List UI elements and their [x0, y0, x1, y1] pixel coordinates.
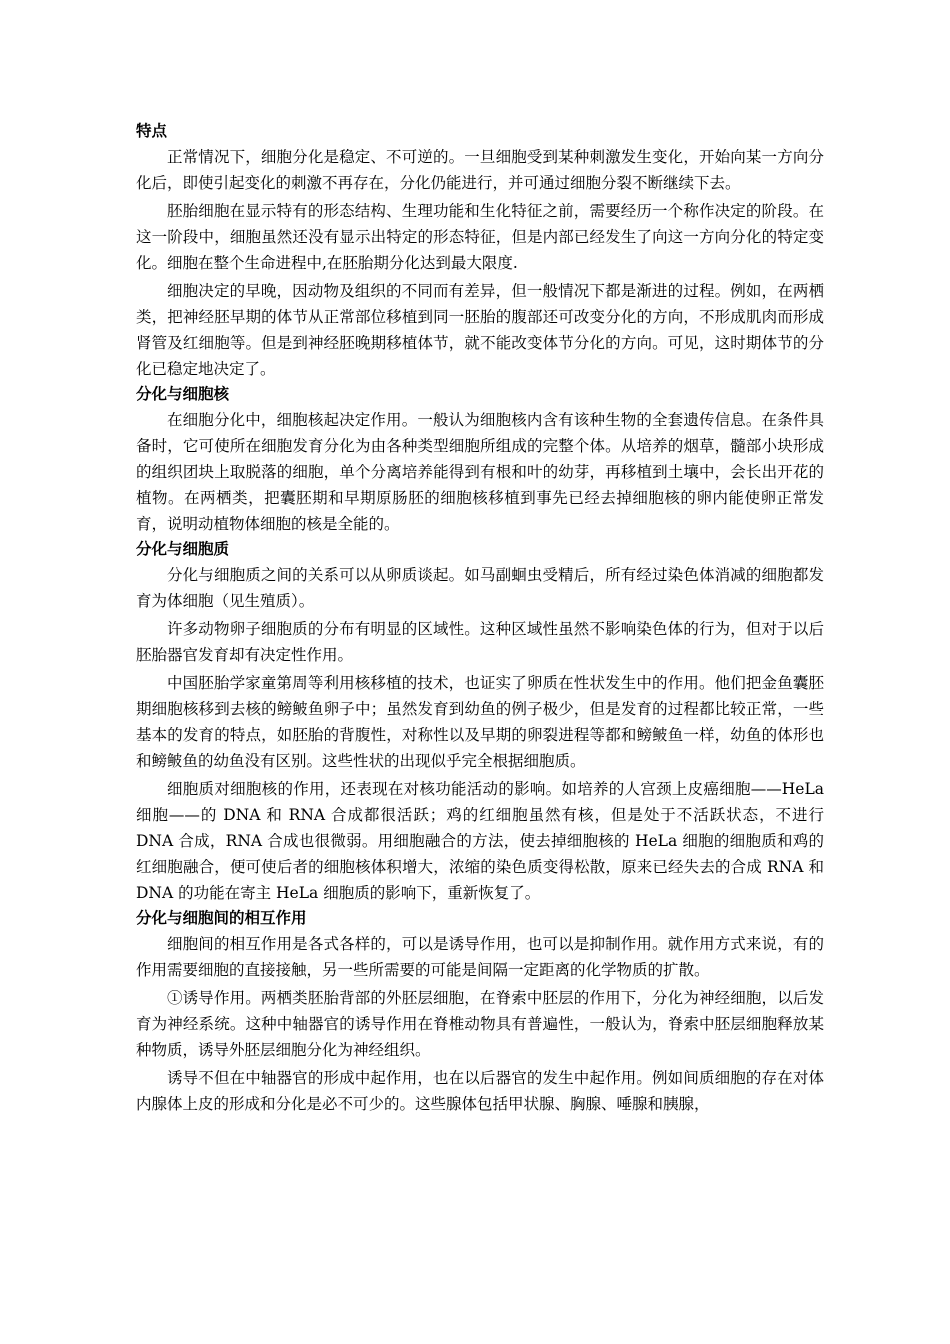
paragraph: 细胞决定的早晚，因动物及组织的不同而有差异，但一般情况下都是渐进的过程。例如，在两栖类，把神经胚早期的体节从正常部位移植到同一胚胎的腹部还可改变分化的方向，不形成肌肉而形成肾管及红细胞等。但是到神经胚晚期移植体节，就不能改变体节分化的方向。可见，这时期体节的分化已稳定地决定了。: [136, 282, 824, 378]
paragraph: 细胞间的相互作用是各式各样的，可以是诱导作用，也可以是抑制作用。就作用方式来说，有的作用需要细胞的直接接触，另一些所需要的可能是间隔一定距离的化学物质的扩散。: [136, 935, 824, 979]
paragraph: 细胞质对细胞核的作用，还表现在对核功能活动的影响。如培养的人宫颈上皮癌细胞——HeLa 细胞——的 DNA 和 RNA 合成都很活跃；鸡的红细胞虽然有核，但是处于不活跃状态，不进行 DNA 合成，RNA 合成也很微弱。用细胞融合的方法，使去掉细胞核的 HeLa 细胞的细胞质和鸡的红细胞融合，便可使后者的细胞核体积增大，浓缩的染色质变得松散，原来已经失去的合成 RNA 和 DNA 的功能在寄主 HeLa 细胞质的影响下，重新恢复了。: [136, 780, 824, 902]
paragraph: 诱导不但在中轴器官的形成中起作用，也在以后器官的发生中起作用。例如间质细胞的存在对体内腺体上皮的形成和分化是必不可少的。这些腺体包括甲状腺、胸腺、唾腺和胰腺，: [136, 1069, 824, 1113]
paragraph: 胚胎细胞在显示特有的形态结构、生理功能和生化特征之前，需要经历一个称作决定的阶段。在这一阶段中，细胞虽然还没有显示出特定的形态特征，但是内部已经发生了向这一方向分化的特定变化。细胞在整个生命进程中,在胚胎期分化达到最大限度.: [136, 202, 824, 272]
document-body: [136, 121, 824, 1119]
paragraph: ①诱导作用。两栖类胚胎背部的外胚层细胞，在脊索中胚层的作用下，分化为神经细胞，以后发育为神经系统。这种中轴器官的诱导作用在脊椎动物具有普遍性，一般认为，脊索中胚层细胞释放某种物质，诱导外胚层细胞分化为神经组织。: [136, 989, 824, 1059]
section-heading-cytoplasm: 分化与细胞质: [136, 540, 230, 558]
paragraph: 在细胞分化中，细胞核起决定作用。一般认为细胞核内含有该种生物的全套遗传信息。在条件具备时，它可使所在细胞发育分化为由各种类型细胞所组成的完整个体。从培养的烟草，髓部小块形成的组织团块上取脱落的细胞，单个分离培养能得到有根和叶的幼芽，再移植到土壤中，会长出开花的植物。在两栖类，把囊胚期和早期原肠胚的细胞核移植到事先已经去掉细胞核的卵内能使卵正常发育，说明动植物体细胞的核是全能的。: [136, 411, 824, 533]
paragraph: 许多动物卵子细胞质的分布有明显的区域性。这种区域性虽然不影响染色体的行为，但对于以后胚胎器官发育却有决定性作用。: [136, 620, 824, 664]
section-heading-cell-interaction: 分化与细胞间的相互作用: [136, 909, 307, 927]
paragraph: 正常情况下，细胞分化是稳定、不可逆的。一旦细胞受到某种刺激发生变化，开始向某一方向分化后，即使引起变化的刺激不再存在，分化仍能进行，并可通过细胞分裂不断继续下去。: [136, 148, 824, 192]
section-heading-nucleus: 分化与细胞核: [136, 385, 230, 403]
section-heading-characteristics: 特点: [136, 122, 168, 140]
paragraph: 分化与细胞质之间的关系可以从卵质谈起。如马副蛔虫受精后，所有经过染色体消减的细胞都发育为体细胞（见生殖质）。: [136, 566, 824, 610]
paragraph: 中国胚胎学家童第周等利用核移植的技术，也证实了卵质在性状发生中的作用。他们把金鱼囊胚期细胞核移到去核的鳑鲏鱼卵子中；虽然发育到幼鱼的例子极少，但是发育的过程都比较正常，一些基本的发育的特点，如胚胎的背腹性，对称性以及早期的卵裂进程等都和鳑鲏鱼一样，幼鱼的体形也和鳑鲏鱼的幼鱼没有区别。这些性状的出现似乎完全根据细胞质。: [136, 674, 824, 770]
